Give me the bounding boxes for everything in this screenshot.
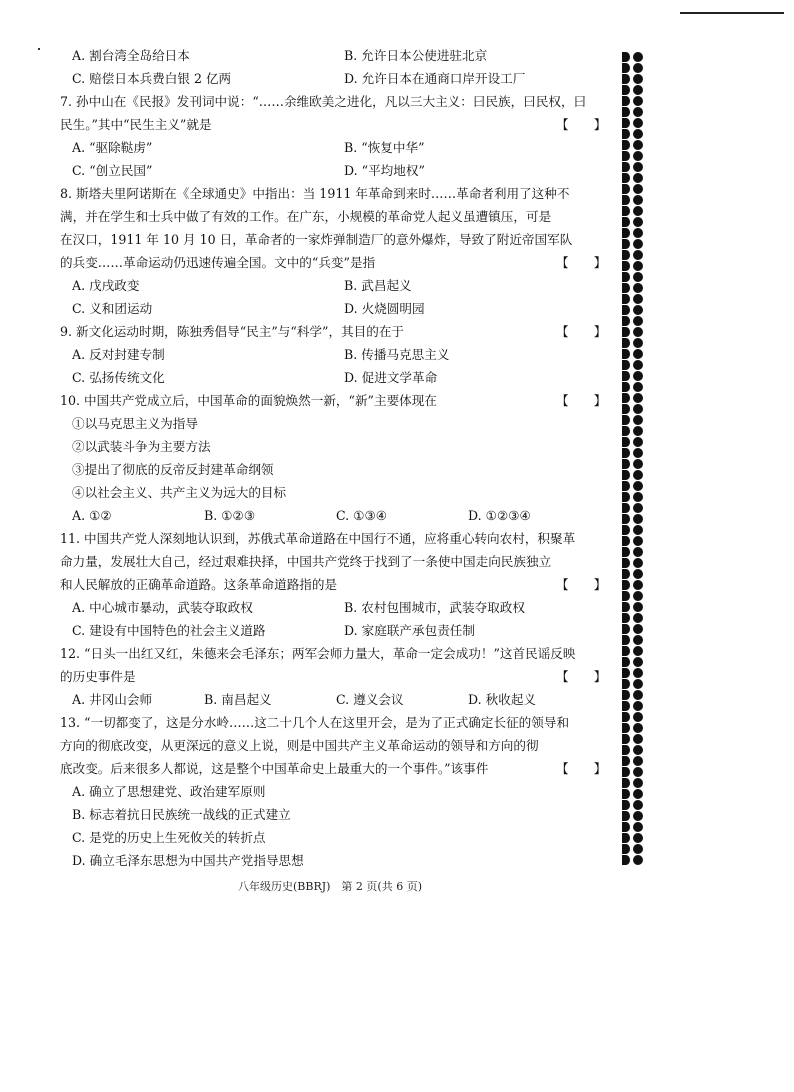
binding-hole [633,349,643,359]
answer-bracket: 【 】 [556,577,607,592]
question-11 [60,527,607,642]
binding-hole [622,448,630,458]
binding-hole [633,734,643,744]
binding-hole [633,679,643,689]
question-stem-cont: 的兵变……革命运动仍迅速传遍全国。文中的“兵变”是指 [60,255,376,270]
binding-hole [622,800,630,810]
binding-hole [633,437,643,447]
binding-hole-row [622,393,656,403]
binding-hole-row [622,789,656,799]
binding-hole-row [622,250,656,260]
binding-hole [633,536,643,546]
question-7 [60,90,607,182]
binding-hole-row [622,767,656,777]
option-c: C. ①③④ [336,508,388,523]
binding-hole [633,261,643,271]
binding-hole [633,74,643,84]
binding-hole [622,52,630,62]
binding-hole-row [622,151,656,161]
question-stem-cont: 方向的彻底改变，从更深远的意义上说，则是中国共产主义革命运动的领导和方向的彻 [60,738,539,753]
binding-hole [622,470,630,480]
binding-hole [622,756,630,766]
binding-hole [622,360,630,370]
binding-hole-row [622,206,656,216]
binding-hole-row [622,129,656,139]
answer-bracket: 【 】 [556,393,607,408]
binding-hole [622,514,630,524]
binding-hole [622,162,630,172]
question-stem-cont: 底改变。后来很多人都说，这是整个中国革命史上最重大的一个事件。”该事件 [60,761,489,776]
binding-hole-row [622,239,656,249]
binding-hole [633,811,643,821]
binding-hole [633,514,643,524]
binding-hole [633,305,643,315]
binding-hole [633,393,643,403]
binding-hole-row [622,272,656,282]
binding-hole-row [622,558,656,568]
binding-hole-row [622,580,656,590]
binding-hole [633,107,643,117]
option-c: C. 是党的历史上生死攸关的转折点 [72,830,266,845]
binding-hole [622,195,630,205]
binding-hole-row [622,360,656,370]
binding-hole [622,624,630,634]
binding-hole [622,426,630,436]
binding-hole-row [622,613,656,623]
question-6-options [60,44,600,90]
option-b: B. 传播马克思主义 [344,347,450,362]
binding-hole [633,338,643,348]
binding-hole-row [622,404,656,414]
binding-hole-row [622,492,656,502]
option-b: B. 南昌起义 [204,692,272,707]
binding-hole [633,800,643,810]
binding-hole [622,481,630,491]
binding-hole [622,63,630,73]
option-d: D. “平均地权” [344,163,425,178]
binding-hole [633,316,643,326]
option-b: B. 武昌起义 [344,278,412,293]
binding-hole [633,217,643,227]
binding-hole-row [622,624,656,634]
binding-hole [622,712,630,722]
binding-hole [622,239,630,249]
binding-hole [633,580,643,590]
binding-hole [633,756,643,766]
binding-hole [622,789,630,799]
binding-hole-row [622,481,656,491]
binding-hole [622,129,630,139]
binding-hole-row [622,745,656,755]
option-a: A. 井冈山会师 [72,692,153,707]
binding-hole [633,789,643,799]
binding-hole [633,459,643,469]
binding-hole-row [622,679,656,689]
binding-hole-row [622,316,656,326]
binding-hole-row [622,107,656,117]
binding-hole [633,844,643,854]
question-stem: 12. “日头一出红又红，朱德来会毛泽东；两军会师力量大，革命一定会成功！”这首民谣反映 [60,646,576,661]
binding-hole [633,426,643,436]
binding-hole-row [622,569,656,579]
binding-hole [633,503,643,513]
binding-hole-row [622,118,656,128]
binding-hole [633,745,643,755]
binding-hole [622,151,630,161]
binding-hole [633,624,643,634]
binding-holes [622,52,656,866]
binding-hole [633,404,643,414]
option-b: B. ①②③ [204,508,256,523]
binding-hole [633,63,643,73]
binding-hole [622,140,630,150]
binding-hole-row [622,591,656,601]
option-c: C. 遵义会议 [336,692,404,707]
option-d: D. 家庭联产承包责任制 [344,623,475,638]
question-stem-cont: 的历史事件是 [60,669,136,684]
binding-hole [622,591,630,601]
binding-hole-row [622,525,656,535]
statement-4: ④以社会主义、共产主义为远大的目标 [72,485,287,500]
option-a: A. “驱除鞑虏” [72,140,153,155]
binding-hole [622,492,630,502]
binding-hole [622,844,630,854]
option-c: C. 弘扬传统文化 [72,370,165,385]
answer-bracket: 【 】 [556,669,607,684]
option-b: B. “恢复中华” [344,140,425,155]
statement-1: ①以马克思主义为指导 [72,416,198,431]
binding-hole [633,635,643,645]
binding-hole [633,481,643,491]
answer-bracket: 【 】 [556,324,607,339]
option-d: D. 确立毛泽东思想为中国共产党指导思想 [72,853,304,868]
option-c: C. “创立民国” [72,163,153,178]
binding-hole [622,855,630,865]
binding-hole [633,613,643,623]
option-a: A. 戊戌政变 [72,278,140,293]
binding-hole-row [622,800,656,810]
binding-hole-row [622,437,656,447]
option-a: A. 确立了思想建党、政治建军原则 [72,784,266,799]
binding-hole-row [622,74,656,84]
binding-hole-row [622,844,656,854]
binding-hole [622,459,630,469]
binding-hole [622,536,630,546]
binding-hole [622,184,630,194]
binding-hole [622,503,630,513]
binding-hole [622,635,630,645]
binding-hole [622,569,630,579]
binding-hole-row [622,811,656,821]
answer-bracket: 【 】 [556,255,607,270]
binding-hole-row [622,503,656,513]
binding-hole [622,822,630,832]
option-d: D. ①②③④ [468,508,531,523]
binding-hole [633,492,643,502]
question-12 [60,642,607,711]
statement-3: ③提出了彻底的反帝反封建革命纲领 [72,462,274,477]
question-stem-cont: 满，并在学生和士兵中做了有效的工作。在广东，小规模的革命党人起义虽遭镇压，可是 [60,209,552,224]
binding-hole-row [622,349,656,359]
binding-hole [622,646,630,656]
binding-hole [622,107,630,117]
binding-hole [622,745,630,755]
binding-hole [622,437,630,447]
binding-hole-row [622,52,656,62]
header-rule [680,12,784,14]
binding-hole [622,349,630,359]
binding-hole-row [622,712,656,722]
option-d: D. 允许日本在通商口岸开设工厂 [344,71,526,86]
question-stem: 13. “一切都变了，这是分水岭……这二十几个人在这里开会，是为了正式确定长征的领导和 [60,715,570,730]
binding-hole [633,228,643,238]
binding-hole-row [622,96,656,106]
binding-hole-row [622,514,656,524]
binding-hole-row [622,173,656,183]
binding-hole-row [622,690,656,700]
binding-hole-row [622,536,656,546]
binding-hole [622,811,630,821]
binding-hole-row [622,723,656,733]
binding-hole [633,778,643,788]
binding-hole-row [622,305,656,315]
binding-hole-row [622,184,656,194]
question-stem-cont: 民生。”其中“民生主义”就是 [60,117,212,132]
binding-hole-row [622,602,656,612]
question-stem: 7. 孙中山在《民报》发刊词中说：“……余维欧美之进化，凡以三大主义：曰民族，曰民权，曰 [60,94,587,109]
binding-hole [622,602,630,612]
binding-hole-row [622,756,656,766]
binding-hole [633,646,643,656]
binding-hole [633,162,643,172]
option-d: D. 秋收起义 [468,692,537,707]
option-c: C. 义和团运动 [72,301,153,316]
binding-hole [633,833,643,843]
binding-hole [633,558,643,568]
question-stem: 8. 斯塔夫里阿诺斯在《全球通史》中指出：当 1911 年革命到来时……革命者利用了这种不 [60,186,570,201]
binding-hole [622,338,630,348]
binding-hole [633,767,643,777]
binding-hole [622,525,630,535]
question-stem: 10. 中国共产党成立后，中国革命的面貌焕然一新，“新”主要体现在 [60,393,437,408]
question-stem-cont: 在汉口，1911 年 10 月 10 日，革命者的一家炸弹制造厂的意外爆炸，导致了附近帝国军队 [60,232,573,247]
question-8 [60,182,607,320]
binding-hole [633,173,643,183]
binding-hole [633,129,643,139]
question-stem: 11. 中国共产党人深刻地认识到，苏俄式革命道路在中国行不通，应将重心转向农村，积聚革 [60,531,576,546]
binding-hole [622,393,630,403]
binding-hole [633,602,643,612]
binding-hole-row [622,85,656,95]
binding-hole [633,855,643,865]
binding-hole [633,712,643,722]
binding-hole [633,547,643,557]
binding-hole-row [622,382,656,392]
question-stem: 9. 新文化运动时期，陈独秀倡导“民主”与“科学”，其目的在于 [60,324,405,339]
binding-hole [622,316,630,326]
binding-hole [633,569,643,579]
binding-hole [622,206,630,216]
binding-hole [622,778,630,788]
binding-hole-row [622,426,656,436]
binding-hole [622,217,630,227]
binding-hole-row [622,855,656,865]
binding-hole [622,734,630,744]
binding-hole [633,448,643,458]
binding-hole [622,250,630,260]
binding-hole-row [622,470,656,480]
binding-hole-row [622,547,656,557]
option-b: B. 标志着抗日民族统一战线的正式建立 [72,807,291,822]
binding-hole [633,327,643,337]
binding-hole-row [622,261,656,271]
binding-hole [622,657,630,667]
binding-hole [622,85,630,95]
question-9 [60,320,607,389]
binding-hole-row [622,657,656,667]
binding-hole-row [622,635,656,645]
binding-hole-row [622,140,656,150]
binding-hole [622,382,630,392]
binding-hole [622,173,630,183]
binding-hole-row [622,646,656,656]
exam-page [60,44,607,872]
binding-hole [622,580,630,590]
binding-hole [622,283,630,293]
binding-hole-row [622,459,656,469]
binding-hole [633,184,643,194]
binding-hole [633,239,643,249]
binding-hole [622,723,630,733]
binding-hole [633,118,643,128]
statement-2: ②以武装斗争为主要方法 [72,439,211,454]
binding-hole-row [622,371,656,381]
binding-hole [633,272,643,282]
binding-hole [622,96,630,106]
option-a: A. 反对封建专制 [72,347,165,362]
binding-hole [622,305,630,315]
binding-hole-row [622,228,656,238]
page-footer: 八年级历史(BBRJ) 第 2 页(共 6 页) [237,880,422,893]
binding-hole [633,701,643,711]
binding-hole [633,470,643,480]
binding-hole [633,371,643,381]
binding-hole-row [622,668,656,678]
binding-hole [633,283,643,293]
question-stem-cont: 和人民解放的正确革命道路。这条革命道路指的是 [60,577,338,592]
binding-hole [622,690,630,700]
binding-hole [633,250,643,260]
binding-hole [622,613,630,623]
binding-hole-row [622,415,656,425]
binding-hole-row [622,283,656,293]
question-stem-cont: 命力量，发展壮大自己，经过艰难抉择，中国共产党终于找到了一条使中国走向民族独立 [60,554,552,569]
binding-hole-row [622,822,656,832]
binding-hole-row [622,294,656,304]
binding-hole-row [622,701,656,711]
binding-hole [622,294,630,304]
binding-hole [622,228,630,238]
binding-hole [633,668,643,678]
option-d: D. 促进文学革命 [344,370,438,385]
binding-hole [633,723,643,733]
binding-hole [633,360,643,370]
binding-hole [622,74,630,84]
binding-hole [622,701,630,711]
scan-speck [38,48,40,50]
binding-hole [633,151,643,161]
binding-hole [633,85,643,95]
binding-hole [633,294,643,304]
binding-hole [622,118,630,128]
binding-hole [633,415,643,425]
binding-hole [633,382,643,392]
binding-hole-row [622,734,656,744]
binding-hole [633,206,643,216]
binding-hole [622,547,630,557]
option-a: A. 中心城市暴动，武装夺取政权 [72,600,253,615]
binding-hole-row [622,833,656,843]
binding-hole [622,415,630,425]
binding-hole [622,272,630,282]
question-13 [60,711,607,872]
binding-hole-row [622,778,656,788]
option-a: A. 割台湾全岛给日本 [72,48,190,63]
binding-hole-row [622,162,656,172]
binding-hole [633,690,643,700]
binding-hole [622,668,630,678]
binding-hole [633,525,643,535]
binding-hole [622,404,630,414]
binding-hole [633,822,643,832]
binding-hole-row [622,217,656,227]
binding-hole-row [622,448,656,458]
option-c: C. 建设有中国特色的社会主义道路 [72,623,266,638]
binding-hole [633,657,643,667]
binding-hole [622,767,630,777]
binding-hole [633,96,643,106]
binding-hole [622,261,630,271]
binding-hole [633,591,643,601]
binding-hole [633,195,643,205]
option-b: B. 农村包围城市，武装夺取政权 [344,600,525,615]
binding-hole-row [622,327,656,337]
binding-hole [622,679,630,689]
binding-hole [622,558,630,568]
binding-hole-row [622,338,656,348]
question-10 [60,389,607,527]
binding-hole [622,327,630,337]
binding-hole-row [622,63,656,73]
option-c: C. 赔偿日本兵费白银 2 亿两 [72,71,232,86]
option-a: A. ①② [72,508,112,523]
answer-bracket: 【 】 [556,117,607,132]
binding-hole [622,833,630,843]
binding-hole [622,371,630,381]
binding-hole [633,140,643,150]
option-b: B. 允许日本公使进驻北京 [344,48,488,63]
binding-hole-row [622,195,656,205]
option-d: D. 火烧圆明园 [344,301,425,316]
binding-hole [633,52,643,62]
answer-bracket: 【 】 [556,761,607,776]
